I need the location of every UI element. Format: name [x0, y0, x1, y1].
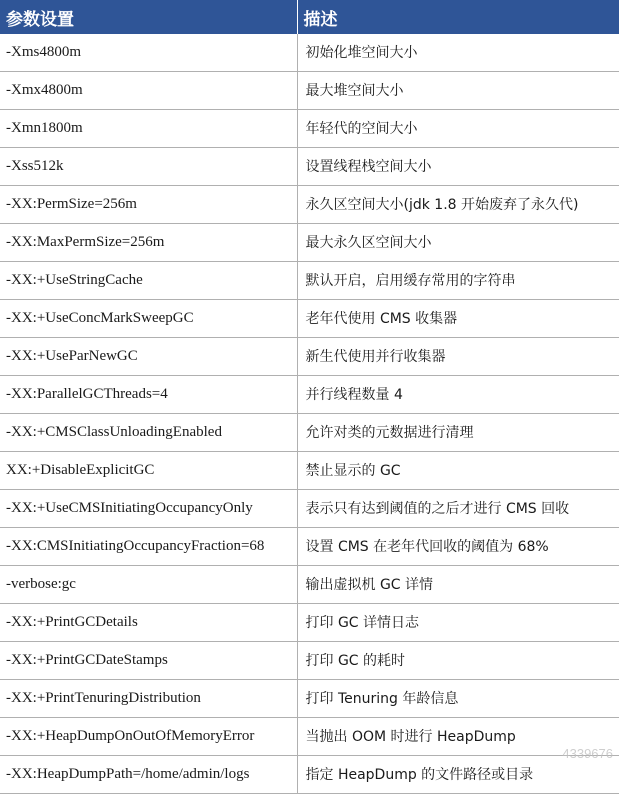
table-row: [0, 641, 619, 679]
desc-cell: 设置 CMS 在老年代回收的阈值为 68%: [297, 527, 619, 565]
param-column-header: 参数设置: [0, 0, 297, 34]
param-cell: -XX:+UseStringCache: [0, 261, 297, 299]
desc-cell: 打印 GC 的耗时: [297, 641, 619, 679]
table-row: [0, 413, 619, 451]
desc-cell: 当抛出 OOM 时进行 HeapDump: [297, 717, 619, 755]
desc-cell: 打印 Tenuring 年龄信息: [297, 679, 619, 717]
table-row: [0, 109, 619, 147]
desc-cell: 初始化堆空间大小: [297, 34, 619, 71]
param-cell: -XX:+UseParNewGC: [0, 337, 297, 375]
desc-cell: 老年代使用 CMS 收集器: [297, 299, 619, 337]
desc-cell: 并行线程数量 4: [297, 375, 619, 413]
table-row: [0, 603, 619, 641]
table-body: [0, 34, 619, 793]
desc-cell: 最大堆空间大小: [297, 71, 619, 109]
desc-cell: 表示只有达到阈值的之后才进行 CMS 回收: [297, 489, 619, 527]
desc-cell: 设置线程栈空间大小: [297, 147, 619, 185]
param-cell: XX:+DisableExplicitGC: [0, 451, 297, 489]
param-cell: -Xmx4800m: [0, 71, 297, 109]
table-row: [0, 337, 619, 375]
table-row: [0, 375, 619, 413]
param-cell: -XX:HeapDumpPath=/home/admin/logs: [0, 755, 297, 793]
desc-column-header: 描述: [297, 0, 619, 34]
table-row: [0, 717, 619, 755]
table-row: [0, 71, 619, 109]
param-cell: -XX:+PrintTenuringDistribution: [0, 679, 297, 717]
table-row: [0, 527, 619, 565]
watermark-text: 4339676: [562, 746, 613, 761]
desc-cell: 默认开启，启用缓存常用的字符串: [297, 261, 619, 299]
table-row: [0, 185, 619, 223]
table-row: [0, 451, 619, 489]
param-cell: -XX:PermSize=256m: [0, 185, 297, 223]
param-cell: -Xmn1800m: [0, 109, 297, 147]
table-row: [0, 261, 619, 299]
param-cell: -XX:+HeapDumpOnOutOfMemoryError: [0, 717, 297, 755]
param-cell: -XX:+UseConcMarkSweepGC: [0, 299, 297, 337]
param-cell: -Xss512k: [0, 147, 297, 185]
table-row: [0, 679, 619, 717]
table-row: [0, 299, 619, 337]
table-row: [0, 489, 619, 527]
desc-cell: 输出虚拟机 GC 详情: [297, 565, 619, 603]
table-header-row: [0, 0, 619, 34]
param-cell: -XX:+PrintGCDateStamps: [0, 641, 297, 679]
desc-cell: 永久区空间大小(jdk 1.8 开始废弃了永久代): [297, 185, 619, 223]
param-cell: -XX:MaxPermSize=256m: [0, 223, 297, 261]
param-cell: -XX:CMSInitiatingOccupancyFraction=68: [0, 527, 297, 565]
param-cell: -Xms4800m: [0, 34, 297, 71]
desc-cell: 禁止显示的 GC: [297, 451, 619, 489]
desc-cell: 新生代使用并行收集器: [297, 337, 619, 375]
param-cell: -XX:+PrintGCDetails: [0, 603, 297, 641]
param-cell: -XX:+UseCMSInitiatingOccupancyOnly: [0, 489, 297, 527]
desc-cell: 年轻代的空间大小: [297, 109, 619, 147]
param-cell: -XX:ParallelGCThreads=4: [0, 375, 297, 413]
desc-cell: 允许对类的元数据进行清理: [297, 413, 619, 451]
table-row: [0, 565, 619, 603]
table-row: [0, 223, 619, 261]
table-row: [0, 34, 619, 71]
table-row: [0, 147, 619, 185]
desc-cell: 打印 GC 详情日志: [297, 603, 619, 641]
param-cell: -verbose:gc: [0, 565, 297, 603]
desc-cell: 最大永久区空间大小: [297, 223, 619, 261]
table-row: [0, 755, 619, 793]
param-cell: -XX:+CMSClassUnloadingEnabled: [0, 413, 297, 451]
desc-cell: 指定 HeapDump 的文件路径或目录: [297, 755, 619, 793]
